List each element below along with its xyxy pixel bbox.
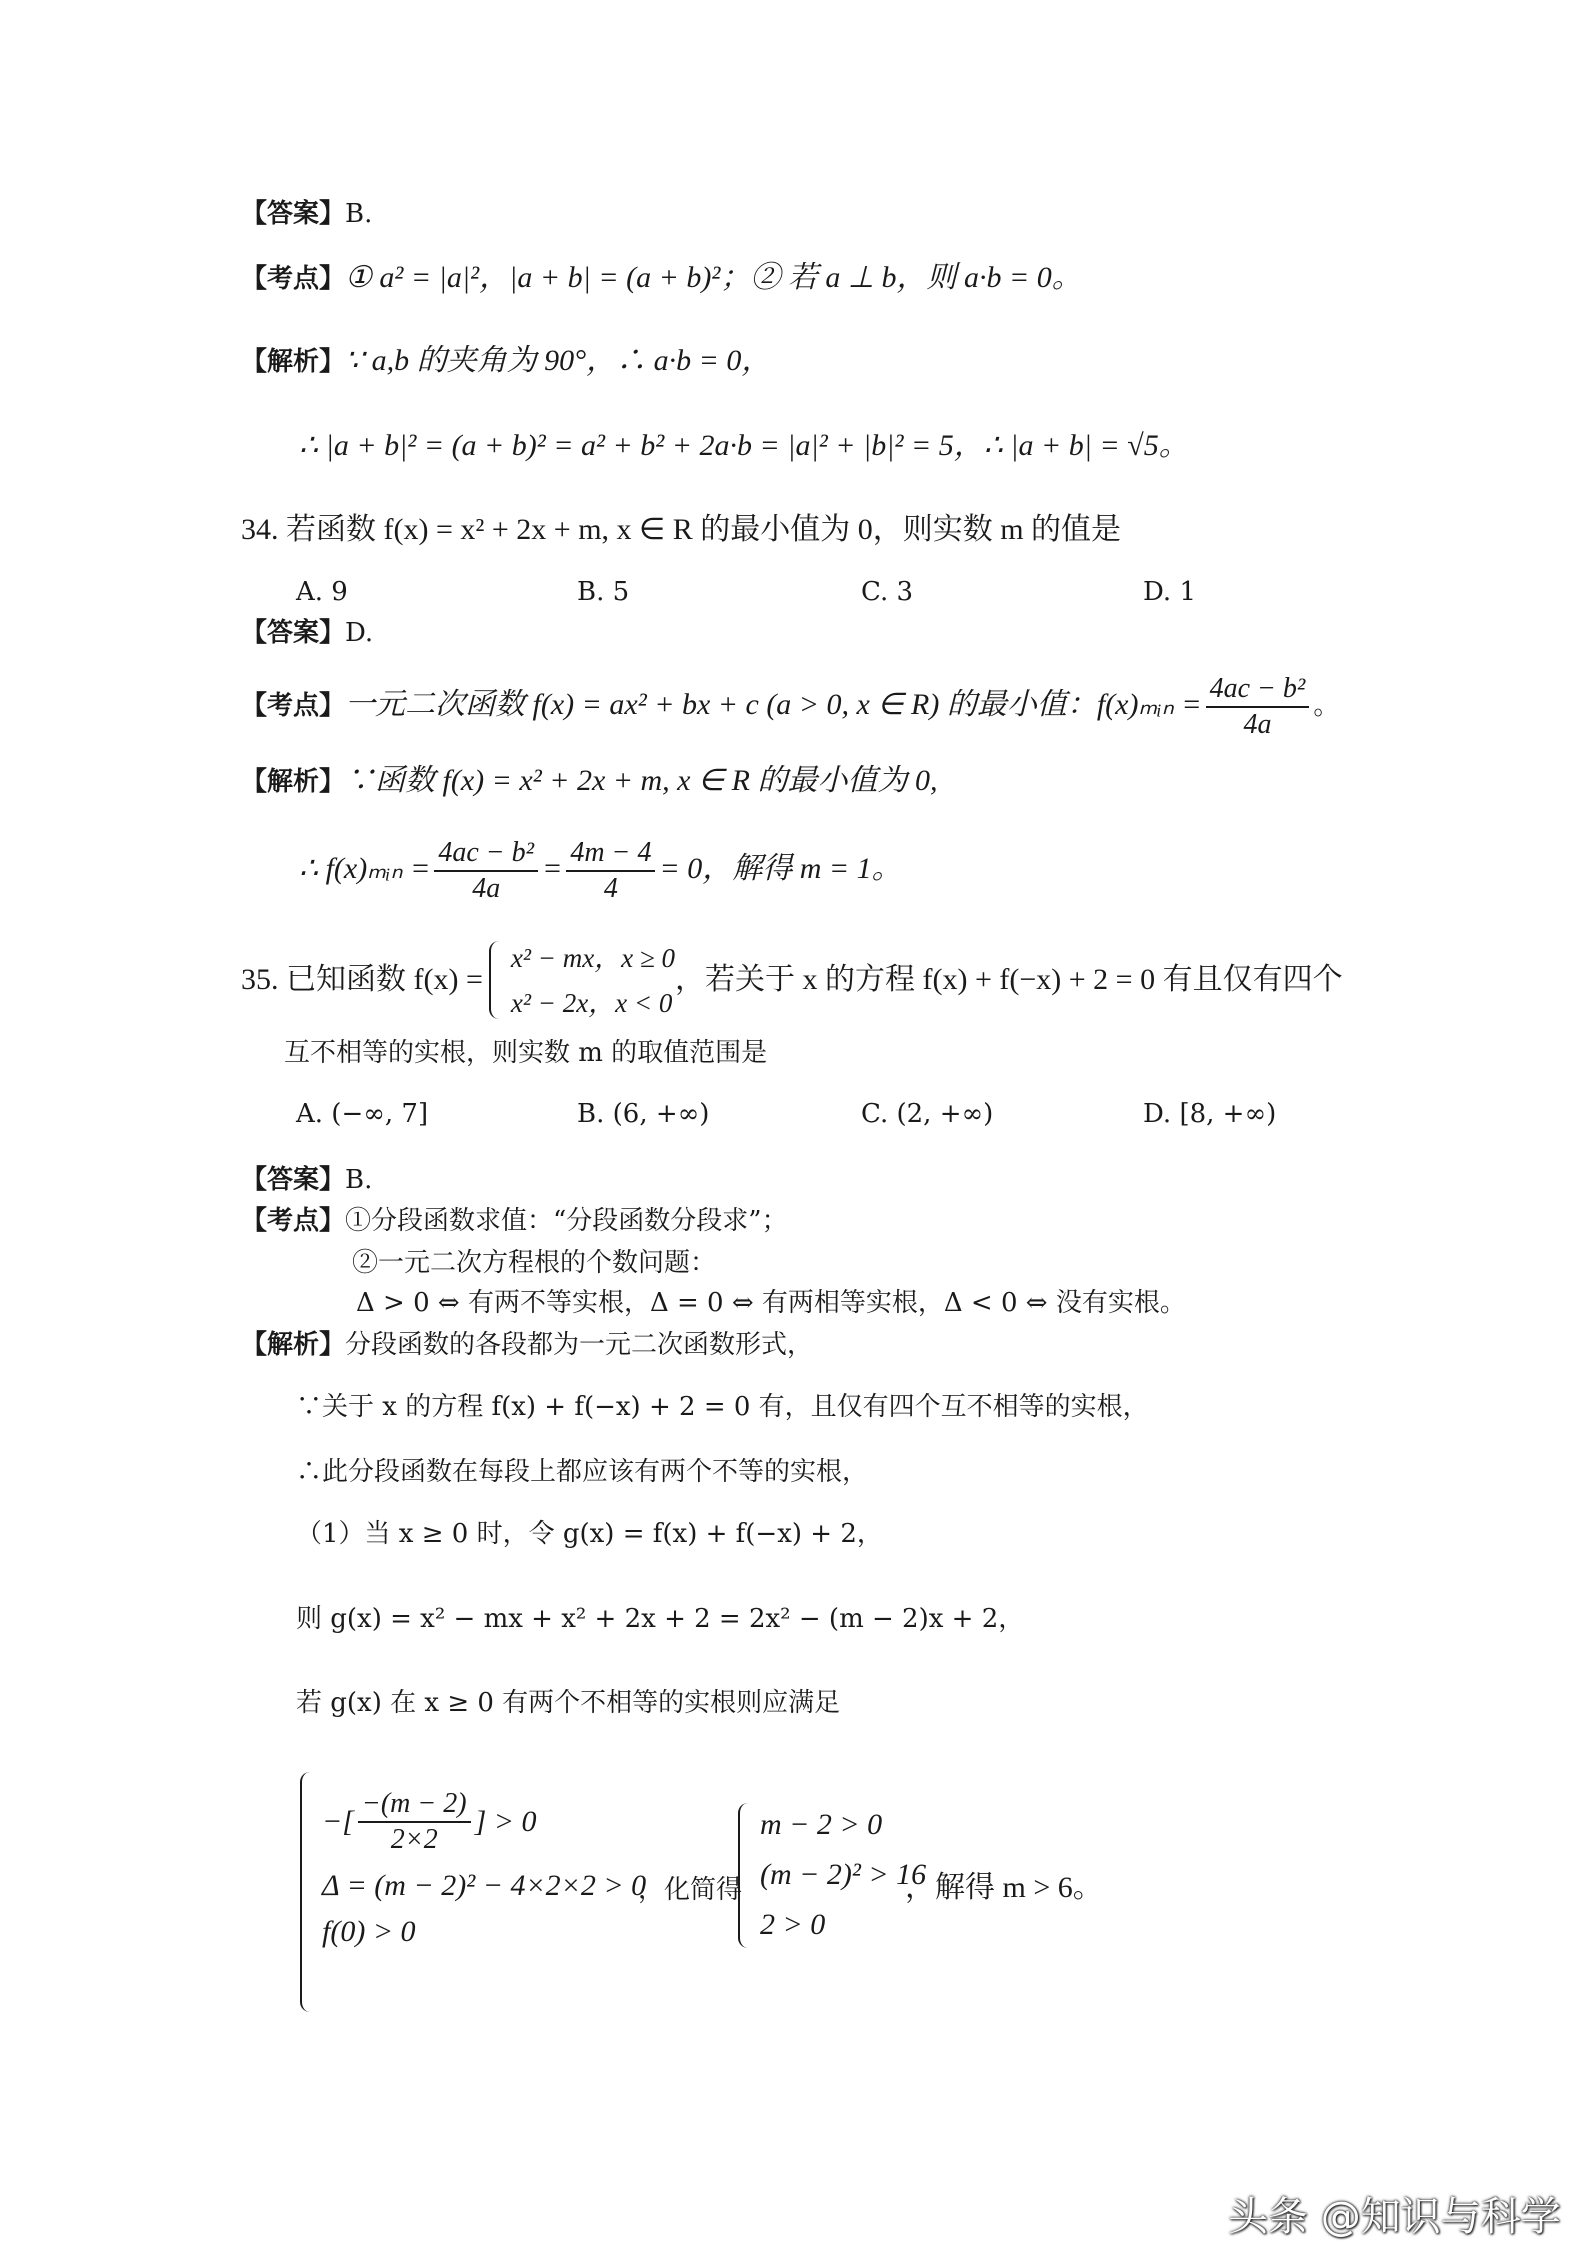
point-tag: 【考点】 [241,691,346,721]
q34-option-a[interactable]: A. 9 [296,577,348,607]
row-1: m − 2 > 0 [760,1808,883,1841]
q34-option-c[interactable]: C. 3 [861,577,914,607]
q35-stem [241,935,1343,1025]
numerator: 4ac − b² [1206,672,1310,708]
q35-analysis-3: ∴此分段函数在每段上都应该有两个不等的实根， [296,1457,869,1487]
answer-value: B. [345,199,373,229]
numerator: −(m − 2) [358,1787,471,1823]
simplified-rows [760,1800,926,1950]
answer-tag: 【答案】 [241,199,346,229]
vertex-fraction [358,1787,471,1857]
q35-answer [241,1162,372,1198]
analysis-text: ∵ a,b 的夹角为 90°，∴ a·b = 0， [345,344,772,377]
fraction-1 [434,836,538,906]
point-tag: 【考点】 [241,264,346,294]
numerator: 4ac − b² [434,836,538,872]
left-brace [300,1772,314,2012]
q33-point [241,260,1082,297]
q33-answer [241,196,372,232]
q35-analysis-5: 则 g(x) = x² − mx + x² + 2x + 2 = 2x² − (m − 2)x + 2， [296,1604,1025,1634]
analysis-tag: 【解析】 [241,1330,346,1360]
condition-system [300,1772,646,2012]
analysis-tag: 【解析】 [241,347,346,377]
point-tag: 【考点】 [241,1206,346,1236]
denominator: 4a [472,873,501,904]
point-text: ① a² = |a|²，|a + b| = (a + b)²；② 若 a ⊥ b，则 a·b = 0。 [345,261,1082,294]
q34-stem: 34. 若函数 f(x) = x² + 2x + m, x ∈ R 的最小值为 0，则实数 m 的值是 [241,513,1122,546]
q35-stem-line-2: 互不相等的实根，则实数 m 的取值范围是 [284,1038,768,1068]
point-text: 一元二次函数 f(x) = ax² + bx + c (a > 0, x ∈ R) 的最小值：f(x)ₘᵢₙ = [345,688,1202,721]
answer-value: D. [345,618,374,648]
q35-point [241,1203,788,1239]
q35-analysis-6: 若 g(x) 在 x ≥ 0 有两个不相等的实根则应满足 [296,1688,841,1718]
stem-post: ，若关于 x 的方程 f(x) + f(−x) + 2 = 0 有且仅有四个 [674,963,1343,996]
q34-option-d[interactable]: D. 1 [1143,577,1196,607]
piece-1: x² − mx，x ≥ 0 [510,942,675,973]
left-brace [489,941,503,1019]
q35-option-d[interactable]: D. [8, +∞) [1143,1099,1277,1129]
fmin-label: ∴ f(x)ₘᵢₙ = [299,851,431,885]
bracket-open: −[ [322,1805,354,1838]
q34-point [241,672,1339,742]
point-1: ①分段函数求值：“分段函数分段求”； [345,1206,788,1236]
vertex-condition [322,1787,646,1857]
result: = 0，解得 m = 1。 [659,851,902,885]
q35-analysis-4: （1）当 x ≥ 0 时，令 g(x) = f(x) + f(−x) + 2， [296,1519,883,1549]
q35-analysis-2: ∵关于 x 的方程 f(x) + f(−x) + 2 = 0 有，且仅有四个互不相等的实根， [296,1392,1149,1422]
left-brace [738,1803,752,1948]
simplified-system [738,1800,926,1950]
min-formula-fraction [1206,672,1310,742]
f0-condition: f(0) > 0 [322,1915,416,1948]
discriminant-condition: Δ = (m − 2)² − 4×2×2 > 0 [322,1869,647,1902]
equals: = [542,851,563,885]
conclusion: ，解得 m > 6。 [905,1871,1103,1904]
q35-point-3: Δ > 0 ⇔ 有两不等实根，Δ = 0 ⇔ 有两相等实根，Δ < 0 ⇔ 没有实根。 [356,1288,1186,1318]
row-2: (m − 2)² > 16 [760,1858,927,1891]
q33-analysis-line-2: ∴ |a + b|² = (a + b)² = a² + b² + 2a·b = |a|² + |b|² = 5，∴ |a + b| = √5。 [299,429,1189,462]
numerator: 4m − 4 [566,836,655,872]
q35-option-a[interactable]: A. (−∞, 7] [296,1099,429,1129]
piece-2: x² − 2x，x < 0 [510,987,673,1018]
denominator: 4 [603,873,618,904]
q35-option-c[interactable]: C. (2, +∞) [861,1099,994,1129]
q34-answer [241,615,373,651]
q34-analysis-line-2 [299,836,902,906]
period: 。 [1313,691,1340,721]
q35-analysis [241,1327,813,1363]
condition-rows [322,1787,646,1997]
q33-analysis [241,343,771,380]
analysis-text: 分段函数的各段都为一元二次函数形式， [345,1330,814,1360]
analysis-tag: 【解析】 [241,767,346,797]
watermark: 头条 @知识与科学 [1228,2194,1561,2240]
answer-tag: 【答案】 [241,1165,346,1195]
denominator: 4a [1243,709,1272,740]
fraction-2 [566,836,655,906]
bracket-close: ] > 0 [474,1805,537,1838]
denominator: 2×2 [390,1824,438,1855]
q35-option-b[interactable]: B. (6, +∞) [577,1099,710,1129]
analysis-text: ∵函数 f(x) = x² + 2x + m, x ∈ R 的最小值为 0, [345,764,938,797]
stem-pre: 35. 已知函数 f(x) = [241,963,483,996]
q34-option-b[interactable]: B. 5 [577,577,630,607]
piecewise-rows [511,935,675,1025]
answer-tag: 【答案】 [241,618,346,648]
q34-analysis [241,763,937,800]
answer-value: B. [345,1165,373,1195]
row-3: 2 > 0 [760,1908,826,1941]
q35-point-2: ②一元二次方程根的个数问题： [352,1248,717,1278]
simplify-label: ，化简得 [638,1875,743,1905]
